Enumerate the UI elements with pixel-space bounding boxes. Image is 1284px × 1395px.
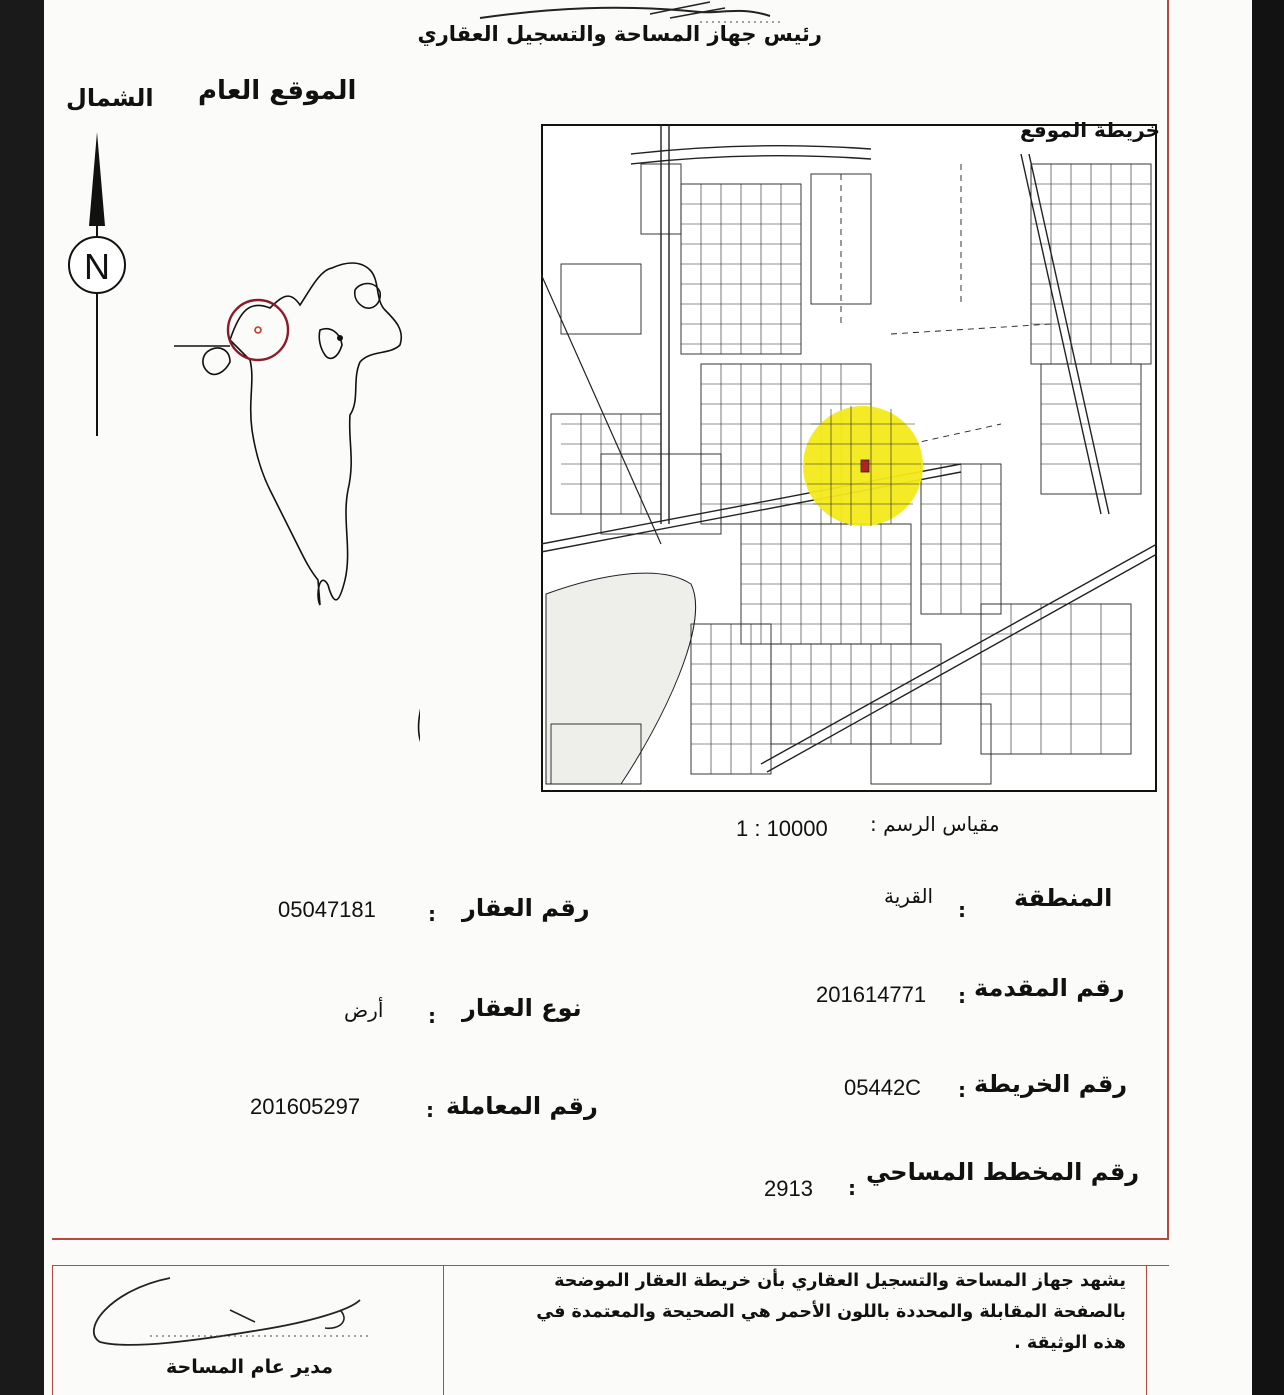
site-plan-map [541, 124, 1157, 792]
map-number-value: 05442C [844, 1075, 922, 1100]
manager-signature [80, 1270, 380, 1370]
region-value: القرية [884, 884, 934, 908]
region-label: المنطقة [1014, 884, 1113, 912]
property-parcel [861, 460, 869, 472]
colon-separator: : [848, 1176, 856, 1200]
application-number-label: رقم المقدمة [974, 974, 1125, 1002]
authority-title: رئيس جهاز المساحة والتسجيل العقاري [417, 22, 822, 46]
property-number-value: 05047181 [278, 897, 376, 922]
north-symbol: N [84, 246, 110, 287]
colon-separator: : [958, 984, 966, 1008]
north-label: الشمال [66, 84, 154, 112]
scale-label: مقياس الرسم : [870, 812, 1000, 836]
survey-plan-value: 2913 [764, 1176, 813, 1201]
frame-border [52, 1265, 53, 1395]
colon-separator: : [958, 1078, 966, 1102]
application-number-value: 201614771 [816, 982, 927, 1007]
property-number-label: رقم العقار [462, 894, 590, 922]
frame-border [1167, 0, 1169, 1240]
locator-circle [228, 300, 288, 360]
general-location-map [170, 250, 420, 770]
survey-plan-label: رقم المخطط المساحي [866, 1158, 1140, 1186]
north-arrow-icon [64, 128, 130, 438]
certification-text: يشهد جهاز المساحة والتسجيل العقاري بأن خريطة العقار الموضحة بالصفحة المقابلة والمحددة باللون الأحمر هي الصحيحة والمعتمدة في هذه الوثيقة . [536, 1271, 1126, 1353]
site-map-title: خريطة الموقع [1020, 118, 1161, 142]
property-type-label: نوع العقار [462, 994, 582, 1022]
transaction-number-label: رقم المعاملة [446, 1092, 598, 1120]
frame-border [52, 1238, 1169, 1240]
scale-value: 1 : 10000 [736, 816, 828, 841]
frame-border [1146, 1265, 1147, 1395]
colon-separator: : [428, 902, 436, 926]
transaction-number-value: 201605297 [250, 1094, 361, 1119]
page-edge [1252, 0, 1284, 1395]
colon-separator: : [426, 1098, 434, 1122]
map-number-label: رقم الخريطة [974, 1070, 1128, 1098]
property-type-value: أرض [344, 998, 384, 1022]
colon-separator: : [958, 898, 966, 922]
colon-separator: : [428, 1004, 436, 1028]
general-location-title: الموقع العام [198, 76, 357, 106]
frame-border [443, 1265, 444, 1395]
manager-title: مدير عام المساحة [166, 1356, 334, 1378]
